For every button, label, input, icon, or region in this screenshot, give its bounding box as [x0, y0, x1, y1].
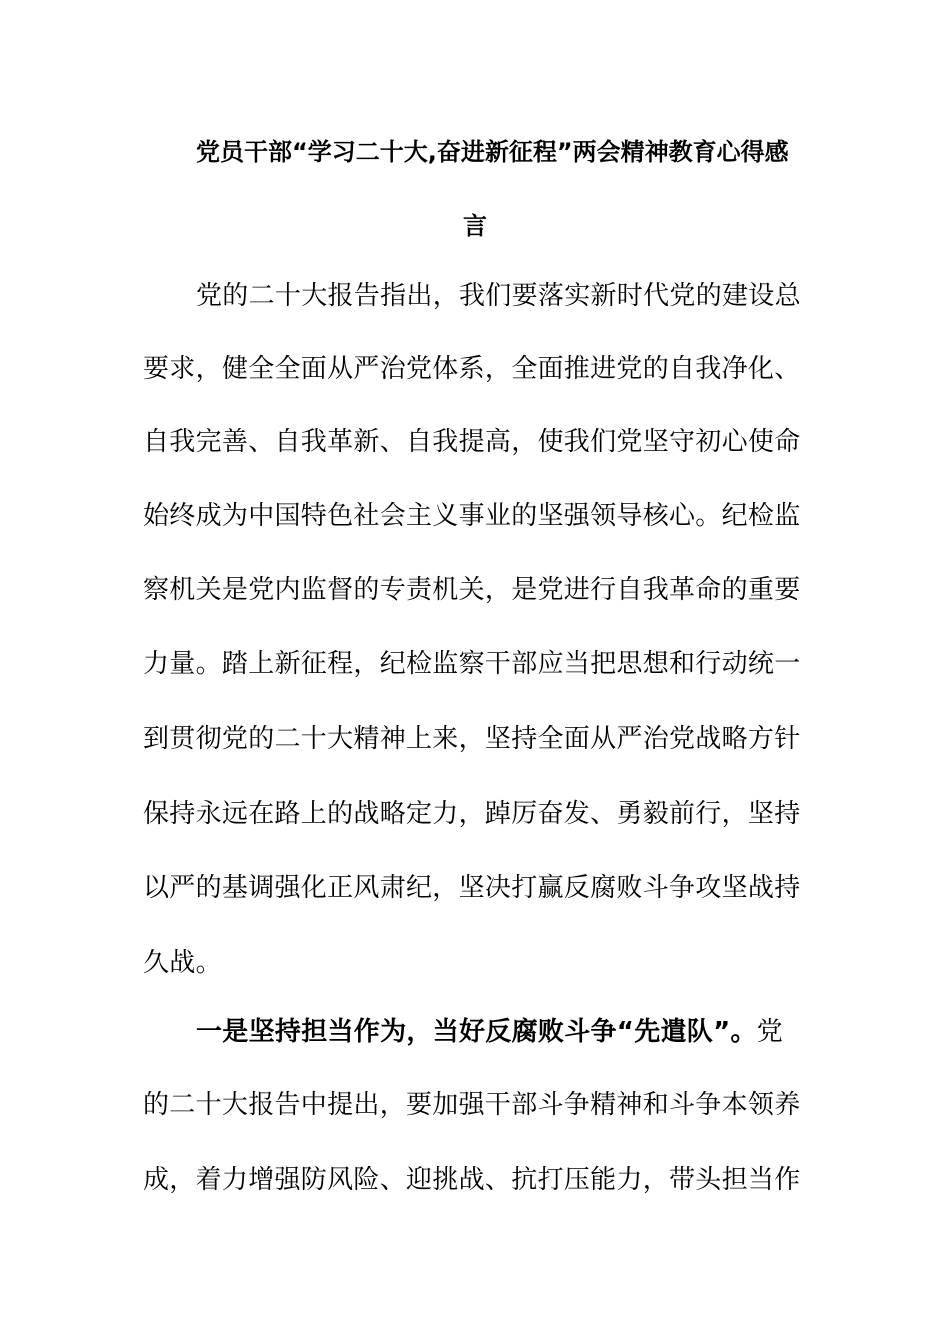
paragraph-line: 自我完善、自我革新、自我提高，使我们党坚守初心使命 [143, 427, 801, 457]
document-title: 党员干部“学习二十大,奋进新征程”两会精神教育心得感 [196, 138, 789, 166]
paragraph-line: 久战。 [143, 948, 222, 978]
paragraph-line: 要求，健全全面从严治党体系，全面推进党的自我净化、 [143, 354, 801, 384]
paragraph-line: 保持永远在路上的战略定力，踔厉奋发、勇毅前行，坚持 [143, 799, 801, 829]
document-title-continuation: 言 [463, 212, 487, 240]
paragraph-line: 的二十大报告中提出，要加强干部斗争精神和斗争本领养 [143, 1090, 801, 1120]
paragraph-line: 始终成为中国特色社会主义事业的坚强领导核心。纪检监 [143, 501, 801, 531]
paragraph-line: 党的二十大报告指出，我们要落实新时代党的建设总 [196, 281, 801, 311]
paragraph-line: 察机关是党内监督的专责机关，是党进行自我革命的重要 [143, 575, 801, 605]
paragraph-line: 到贯彻党的二十大精神上来，坚持全面从严治党战略方针 [143, 724, 801, 754]
paragraph-line: 以严的基调强化正风肃纪，坚决打赢反腐败斗争攻坚战持 [143, 873, 801, 903]
paragraph-line: 成，着力增强防风险、迎挑战、抗打压能力，带头担当作 [143, 1165, 801, 1195]
paragraph-line: 力量。踏上新征程，纪检监察干部应当把思想和行动统一 [143, 649, 801, 679]
section-heading-line [196, 1015, 866, 1049]
section-heading-tail: 党 [756, 1017, 784, 1047]
section-heading: 一是坚持担当作为，当好反腐败斗争“先遣队”。 [196, 1017, 757, 1047]
